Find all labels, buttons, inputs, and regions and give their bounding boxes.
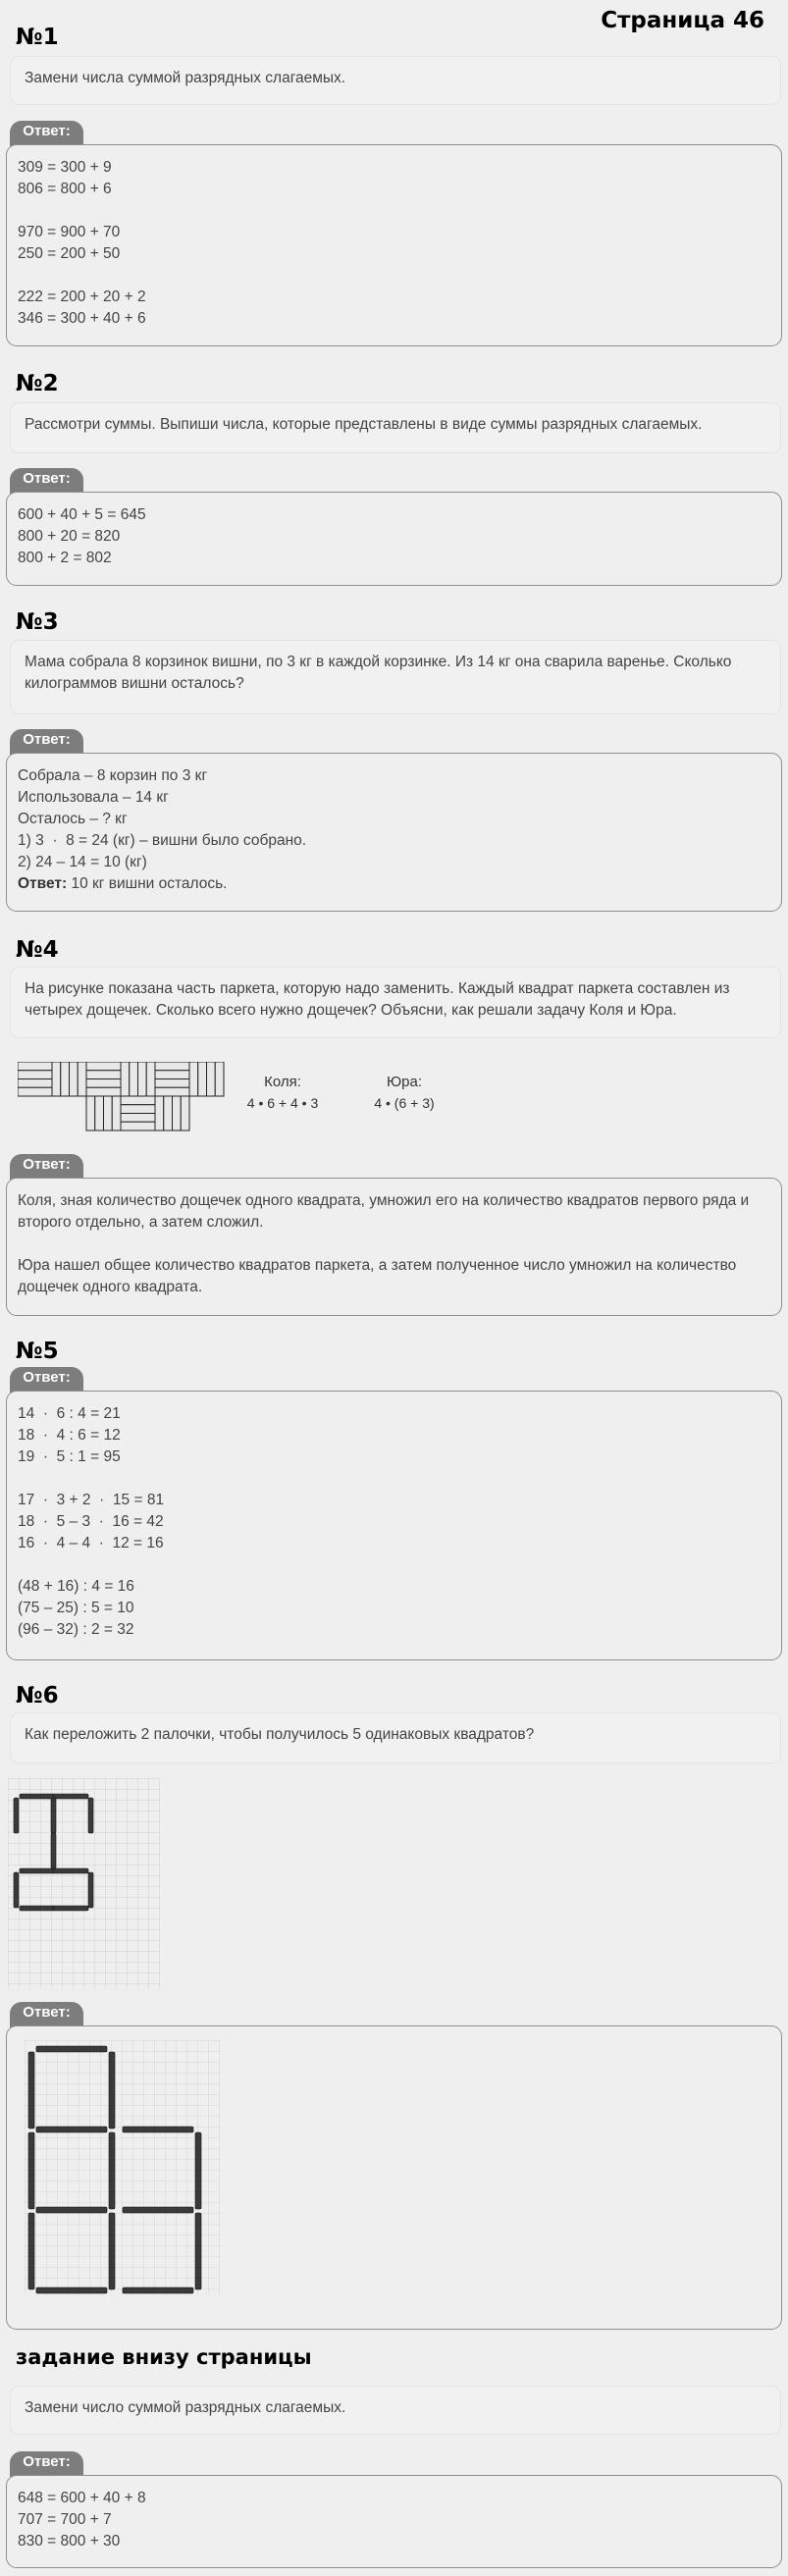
answer-line: 346 = 300 + 40 + 6 (18, 310, 146, 327)
parquet-plank (173, 1096, 182, 1130)
parquet-plank (121, 1122, 155, 1130)
task-1-number: №1 (16, 25, 59, 50)
answer-line: 250 = 200 + 50 (18, 245, 121, 262)
matchstick (14, 1798, 19, 1833)
answer-line: 16 · 4 – 4 · 12 = 16 (18, 1535, 164, 1551)
matchstick (51, 1798, 56, 1833)
task-4-answer (6, 1178, 782, 1316)
matchstick (36, 2207, 107, 2213)
parquet-plank (215, 1062, 224, 1096)
sticks-answer-figure (25, 2040, 221, 2295)
kolya-name: Коля: (264, 1074, 301, 1090)
task-5-number: №5 (16, 1339, 59, 1364)
answer-line: 800 + 2 = 802 (18, 550, 112, 566)
answer-line: 970 = 900 + 70 (18, 224, 121, 240)
answer-line: 800 + 20 = 820 (18, 528, 121, 545)
parquet-plank (86, 1071, 121, 1079)
answer-line: 18 · 4 : 6 = 12 (18, 1427, 121, 1444)
parquet-plank (112, 1096, 121, 1130)
answer-line: 17 · 3 + 2 · 15 = 81 (18, 1492, 165, 1508)
solutions-figure (236, 1070, 471, 1115)
parquet-plank (121, 1096, 155, 1105)
matchstick (123, 2287, 193, 2293)
matchstick (36, 2127, 107, 2132)
task-6-answer (6, 2025, 782, 2330)
matchstick (51, 1833, 56, 1868)
answer-line: 19 · 5 : 1 = 95 (18, 1448, 121, 1465)
matchstick (53, 1794, 88, 1799)
answer-tab: Ответ: (10, 2451, 83, 2477)
matchstick (53, 1906, 88, 1911)
yura-name: Юра: (386, 1074, 423, 1090)
task-1-answer (6, 144, 782, 346)
answer-line: 806 = 800 + 6 (18, 181, 112, 197)
matchstick (195, 2213, 201, 2289)
parquet-plank (18, 1087, 52, 1096)
matchstick (20, 1868, 55, 1873)
answer-tab: Ответ: (10, 2002, 83, 2027)
matchstick (109, 2132, 115, 2209)
matchstick (53, 1868, 88, 1873)
parquet-plank (207, 1062, 216, 1096)
parquet-plank (198, 1062, 207, 1096)
answer-line: 2) 24 – 14 = 10 (кг) (18, 854, 147, 870)
answer-paragraph: Коля, зная количество дощечек одного квадрата, умножил его на количество квадратов первого ряда и второго отдельно, а затем сложил. (18, 1192, 750, 1231)
parquet-plank (155, 1087, 189, 1096)
answer-line: 222 = 200 + 20 + 2 (18, 289, 146, 305)
parquet-plank (86, 1096, 95, 1130)
matchstick (109, 2213, 115, 2289)
answer-line: Собрала – 8 корзин по 3 кг (18, 767, 208, 784)
answer-final-text: 10 кг вишни осталось. (67, 875, 228, 892)
matchstick (14, 1872, 19, 1908)
parquet-plank (155, 1079, 189, 1088)
parquet-plank (155, 1071, 189, 1079)
task-3-number: №3 (16, 609, 59, 635)
parquet-plank (104, 1096, 113, 1130)
answer-line: 309 = 300 + 9 (18, 159, 112, 176)
answer-tab: Ответ: (10, 1367, 83, 1393)
matchstick (28, 2213, 34, 2289)
task-3-text: Мама собрала 8 корзинок вишни, по 3 кг в каждой корзинке. Из 14 кг она сварила варенье. Сколько килограммов вишни осталось? (10, 640, 781, 714)
answer-line: Осталось – ? кг (18, 811, 128, 827)
parquet-plank (86, 1079, 121, 1088)
answer-line: 707 = 700 + 7 (18, 2511, 112, 2528)
answer-tab: Ответ: (10, 729, 83, 755)
parquet-plank (155, 1062, 189, 1071)
parquet-plank (164, 1096, 173, 1130)
answer-final-label: Ответ: (18, 875, 68, 892)
parquet-plank (130, 1062, 138, 1096)
answer-line: 648 = 600 + 40 + 8 (18, 2490, 146, 2506)
bottom-task-heading: задание внизу страницы (16, 2345, 312, 2369)
parquet-plank (121, 1105, 155, 1114)
task-2-text: Рассмотри суммы. Выпиши числа, которые представлены в виде суммы разрядных слагаемых. (10, 402, 781, 453)
parquet-plank (18, 1062, 52, 1071)
parquet-plank (70, 1062, 79, 1096)
answer-line: 1) 3 · 8 = 24 (кг) – вишни было собрано. (18, 832, 307, 849)
parquet-plank (78, 1062, 86, 1096)
task-6-text: Как переложить 2 палочки, чтобы получилось 5 одинаковых квадратов? (10, 1712, 781, 1763)
bottom-task-text: Замени число суммой разрядных слагаемых. (10, 2386, 781, 2435)
answer-final-line (18, 873, 770, 895)
parquet-plank (146, 1062, 155, 1096)
yura-expression: 4 • (6 + 3) (374, 1095, 435, 1111)
task-2-answer (6, 492, 782, 586)
matchstick (123, 2127, 193, 2132)
task-4-number: №4 (16, 937, 59, 963)
matchstick (36, 2046, 107, 2052)
bottom-task-answer (6, 2475, 782, 2568)
answer-tab: Ответ: (10, 1154, 83, 1180)
answer-tab: Ответ: (10, 121, 83, 146)
parquet-plank (86, 1062, 121, 1071)
task-2-number: №2 (16, 371, 59, 396)
answer-line: (48 + 16) : 4 = 16 (18, 1578, 134, 1595)
matchstick (20, 1794, 55, 1799)
parquet-plank (18, 1071, 52, 1079)
task-4-text: На рисунке показана часть паркета, которую надо заменить. Каждый квадрат паркета составлен из четырех дощечек. Сколько всего нужно дощечек? Объясни, как решали задачу Коля и Юра. (10, 967, 781, 1038)
answer-line: 830 = 800 + 30 (18, 2533, 121, 2550)
parquet-plank (155, 1096, 164, 1130)
parquet-plank (181, 1096, 189, 1130)
parquet-plank (86, 1087, 121, 1096)
matchstick (28, 2132, 34, 2209)
sticks-puzzle-figure (8, 1778, 160, 1989)
parquet-plank (189, 1062, 198, 1096)
task-1-text: Замени числа суммой разрядных слагаемых. (10, 56, 781, 105)
parquet-plank (138, 1062, 147, 1096)
parquet-plank (121, 1062, 130, 1096)
page-title: Страница 46 (601, 8, 764, 33)
answer-tab: Ответ: (10, 468, 83, 494)
matchstick (109, 2052, 115, 2129)
parquet-figure (18, 1062, 226, 1132)
matchstick (88, 1872, 93, 1908)
answer-line: (96 – 32) : 2 = 32 (18, 1621, 134, 1638)
answer-line: 600 + 40 + 5 = 645 (18, 506, 146, 523)
task-6-number: №6 (16, 1683, 59, 1709)
matchstick (195, 2132, 201, 2209)
parquet-plank (52, 1062, 61, 1096)
matchstick (36, 2287, 107, 2293)
answer-line: Использовала – 14 кг (18, 789, 169, 806)
answer-line: (75 – 25) : 5 = 10 (18, 1600, 134, 1616)
parquet-plank (61, 1062, 70, 1096)
parquet-plank (95, 1096, 104, 1130)
task-3-answer (6, 753, 782, 912)
matchstick (20, 1906, 55, 1911)
task-5-answer (6, 1391, 782, 1660)
answer-line: 14 · 6 : 4 = 21 (18, 1405, 121, 1422)
parquet-plank (18, 1079, 52, 1088)
answer-paragraph: Юра нашел общее количество квадратов паркета, а затем полученное число умножил на количество дощечек одного квадрата. (18, 1257, 737, 1295)
matchstick (123, 2207, 193, 2213)
kolya-expression: 4 • 6 + 4 • 3 (246, 1095, 319, 1111)
matchstick (28, 2052, 34, 2129)
parquet-plank (121, 1114, 155, 1123)
answer-line: 18 · 5 – 3 · 16 = 42 (18, 1513, 164, 1530)
matchstick (88, 1798, 93, 1833)
